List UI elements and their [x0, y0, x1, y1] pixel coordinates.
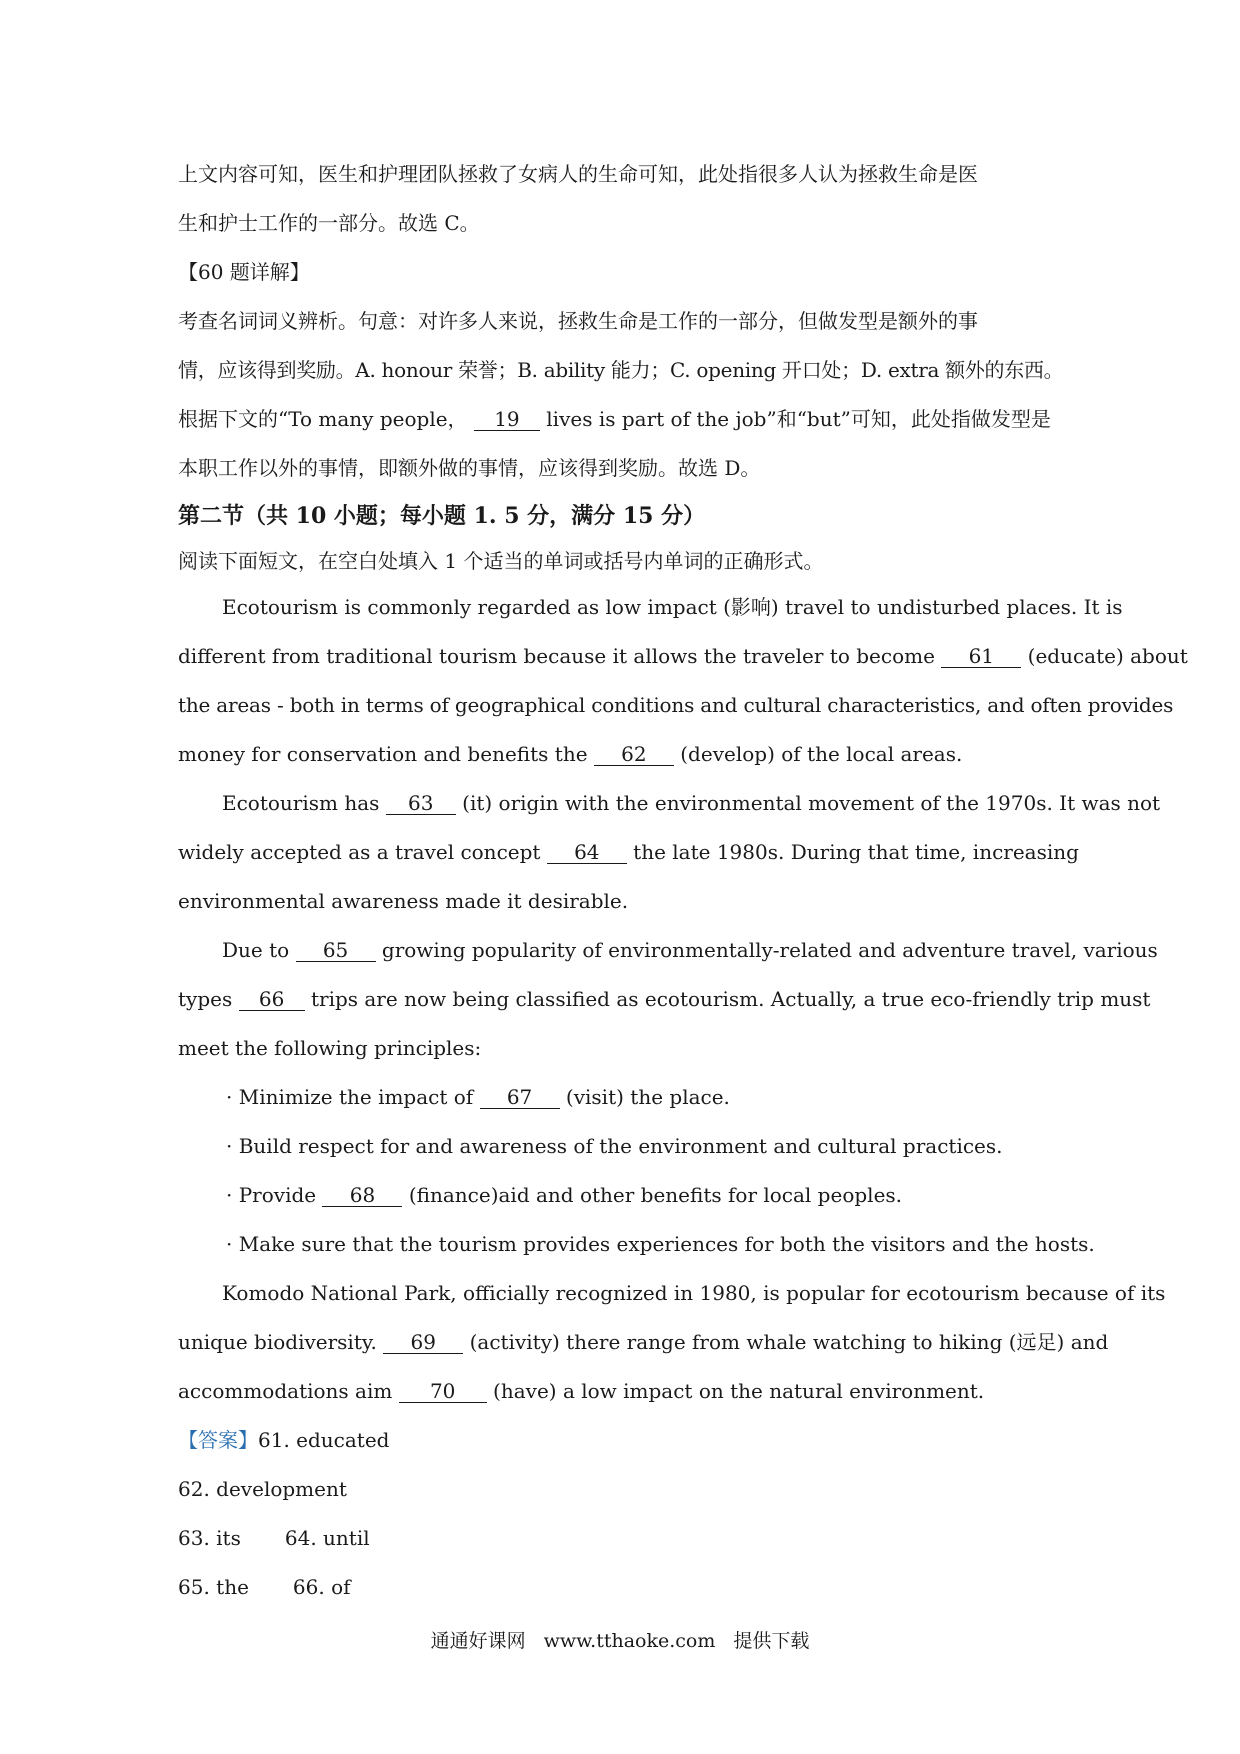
footer-tagline: 提供下载 [733, 1630, 810, 1652]
passage-text: widely accepted as a travel concept [178, 840, 541, 864]
passage-line [178, 926, 1158, 975]
passage-text: accommodations aim [178, 1379, 393, 1403]
blank-61: 61 [941, 645, 1021, 668]
passage-line: Komodo National Park, officially recognized in 1980, is popular for ecotourism because of its [222, 1281, 1166, 1305]
footer-url: www.tthaoke.com [543, 1630, 716, 1652]
answer-65: 65. the [178, 1575, 249, 1599]
answer-64: 64. until [284, 1526, 370, 1550]
answer-line [178, 1514, 1078, 1563]
blank-63: 63 [386, 792, 456, 815]
passage-text: (it) origin with the environmental movement of the 1970s. It was not [462, 791, 1161, 815]
passage-text: · Minimize the impact of [226, 1085, 474, 1109]
passage-line: environmental awareness made it desirable. [178, 889, 629, 913]
passage-text: (visit) the place. [565, 1085, 730, 1109]
answer-61: 61. educated [258, 1428, 390, 1452]
q60-quote-start: 根据下文的“To many people， [178, 407, 468, 431]
passage-text: (finance)aid and other benefits for local peoples. [408, 1183, 903, 1207]
passage-text: trips are now being classified as ecotourism. Actually, a true eco-friendly trip must [310, 987, 1151, 1011]
passage-line: Ecotourism is commonly regarded as low impact (影响) travel to undisturbed places. It is [222, 595, 1123, 619]
passage-line: the areas - both in terms of geographical conditions and cultural characteristics, and often provides [178, 693, 1174, 717]
answer-label: 【答案】 [178, 1428, 258, 1452]
answer-63: 63. its [178, 1526, 241, 1550]
passage-text: types [178, 987, 233, 1011]
passage-line [178, 779, 1161, 828]
passage-text: Ecotourism has [222, 791, 380, 815]
principle-item: · Make sure that the tourism provides experiences for both the visitors and the hosts. [226, 1232, 1095, 1256]
q60-explanation-line: 情，应该得到奖励。A. honour 荣誉；B. ability 能力；C. opening 开口处；D. extra 额外的东西。 [178, 358, 1064, 382]
principle-item [178, 1073, 1078, 1122]
passage-line [178, 730, 1078, 779]
blank-70: 70 [399, 1380, 487, 1403]
principle-item: · Build respect for and awareness of the environment and cultural practices. [226, 1134, 1003, 1158]
section-title: 第二节（共 10 小题；每小题 1. 5 分，满分 15 分） [178, 503, 706, 529]
passage-text: · Provide [226, 1183, 317, 1207]
principle-item [178, 1171, 1078, 1220]
passage-text: growing popularity of environmentally-related and adventure travel, various [381, 938, 1158, 962]
blank-67: 67 [480, 1086, 560, 1109]
q60-explanation-line [178, 395, 1078, 444]
passage-line [178, 632, 1188, 681]
passage-text: (educate) about [1027, 644, 1188, 668]
blank-69: 69 [383, 1331, 463, 1354]
answer-line [178, 1563, 1078, 1612]
blank-19: 19 [474, 408, 540, 431]
blank-62: 62 [594, 743, 674, 766]
blank-68: 68 [322, 1184, 402, 1207]
answer-line [178, 1416, 1078, 1465]
document-page [178, 150, 1188, 1612]
passage-text: unique biodiversity. [178, 1330, 377, 1354]
footer-site-name: 通通好课网 [430, 1630, 526, 1652]
passage-line [178, 1318, 1109, 1367]
page-footer [0, 1626, 1240, 1653]
answer-62: 62. development [178, 1477, 347, 1501]
passage-line [178, 1367, 1078, 1416]
passage-text: the late 1980s. During that time, increasing [633, 840, 1079, 864]
passage-text: (activity) there range from whale watching to hiking (远足) and [469, 1330, 1109, 1354]
blank-66: 66 [239, 988, 305, 1011]
prev-explanation-line: 上文内容可知，医生和护理团队拯救了女病人的生命可知，此处指很多人认为拯救生命是医 [178, 162, 978, 186]
q60-title: 【60 题详解】 [178, 260, 310, 284]
blank-64: 64 [547, 841, 627, 864]
section-instruction: 阅读下面短文，在空白处填入 1 个适当的单词或括号内单词的正确形式。 [178, 549, 824, 573]
q60-quote-end: lives is part of the job”和“but”可知，此处指做发型是 [546, 407, 1051, 431]
passage-line: meet the following principles: [178, 1036, 482, 1060]
passage-line [178, 975, 1151, 1024]
prev-explanation-line: 生和护士工作的一部分。故选 C。 [178, 211, 480, 235]
q60-explanation-line: 本职工作以外的事情，即额外做的事情，应该得到奖励。故选 D。 [178, 456, 761, 480]
passage-text: money for conservation and benefits the [178, 742, 588, 766]
passage-text: (have) a low impact on the natural environment. [493, 1379, 985, 1403]
q60-explanation-line: 考查名词词义辨析。句意：对许多人来说，拯救生命是工作的一部分，但做发型是额外的事 [178, 309, 978, 333]
passage-line [178, 828, 1078, 877]
passage-text: Due to [222, 938, 290, 962]
passage-text: (develop) of the local areas. [680, 742, 963, 766]
answer-66: 66. of [292, 1575, 351, 1599]
blank-65: 65 [296, 939, 376, 962]
passage-text: different from traditional tourism because it allows the traveler to become [178, 644, 935, 668]
